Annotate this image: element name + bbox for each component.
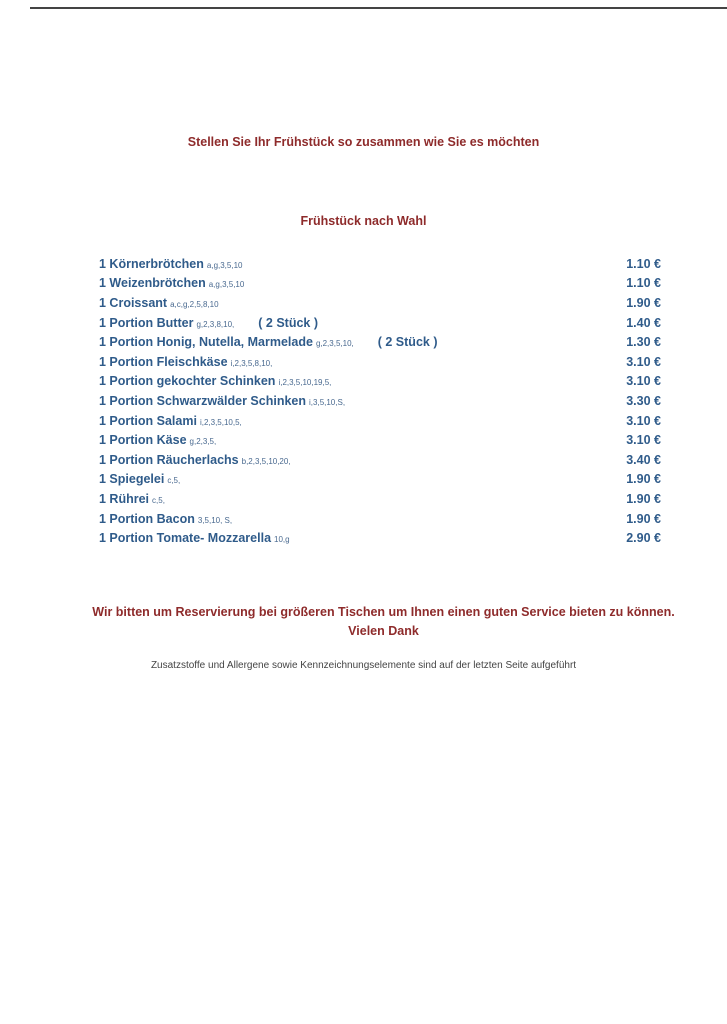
menu-item (99, 470, 661, 490)
item-name: 1 Croissant (99, 295, 168, 310)
item-name: 1 Portion Bacon (99, 511, 195, 526)
item-name: 1 Portion Schwarzwälder Schinken (99, 393, 307, 408)
menu-item (99, 372, 661, 392)
allergen-codes: g,2,3,8,10, (196, 319, 235, 329)
menu-items (99, 254, 661, 548)
item-price: 3.10 € (626, 354, 661, 369)
item-note: ( 2 Stück ) (377, 335, 438, 350)
menu-item (99, 509, 661, 529)
item-left (99, 414, 242, 428)
scan-edge-line (30, 7, 727, 9)
item-price: 2.90 € (626, 531, 661, 546)
item-name: 1 Portion Käse (99, 433, 187, 448)
allergen-codes: a,c,g,2,5,8,10 (170, 299, 219, 309)
menu-item (99, 528, 661, 548)
item-left (99, 453, 291, 467)
item-left (99, 355, 272, 369)
item-price: 1.90 € (626, 295, 661, 310)
item-name: 1 Körnerbrötchen (99, 256, 204, 271)
menu-item (99, 293, 661, 313)
item-price: 3.30 € (626, 393, 661, 408)
menu-item (99, 352, 661, 372)
item-name: 1 Portion Fleischkäse (99, 354, 228, 369)
reservation-note: Wir bitten um Reservierung bei größeren Tischen um Ihnen einen guten Service bieten zu können. (92, 605, 675, 619)
item-left (99, 276, 244, 290)
item-price: 1.30 € (626, 335, 661, 350)
item-price: 1.90 € (626, 511, 661, 526)
item-left (99, 394, 345, 408)
thanks-note: Vielen Dank (348, 624, 419, 638)
allergen-codes: i,2,3,5,8,10, (230, 358, 273, 368)
menu-item (99, 332, 661, 352)
item-price: 1.90 € (626, 472, 661, 487)
allergen-codes: 10,g (274, 535, 290, 545)
item-left (99, 492, 165, 506)
item-name: 1 Portion Räucherlachs (99, 452, 239, 467)
allergen-codes: i,2,3,5,10,19,5, (278, 378, 332, 388)
menu-item (99, 489, 661, 509)
menu-item (99, 254, 661, 274)
allergen-codes: 3,5,10, S, (197, 515, 233, 525)
item-price: 1.10 € (626, 276, 661, 291)
item-price: 3.10 € (626, 413, 661, 428)
item-price: 3.10 € (626, 374, 661, 389)
item-left (99, 531, 290, 545)
menu-item (99, 430, 661, 450)
allergen-codes: b,2,3,5,10,20, (241, 456, 291, 466)
menu-item (99, 450, 661, 470)
allergen-codes: g,2,3,5, (189, 437, 217, 447)
item-name: 1 Portion Butter (99, 315, 194, 330)
allergen-codes: a,g,3,5,10 (206, 260, 243, 270)
item-price: 1.90 € (626, 491, 661, 506)
allergen-codes: c,5, (167, 476, 181, 486)
menu-item (99, 411, 661, 431)
item-name: 1 Spiegelei (99, 472, 165, 487)
item-left (99, 374, 331, 388)
allergen-codes: i,3,5,10,S, (309, 397, 346, 407)
menu-item (99, 313, 661, 333)
allergen-codes: c,5, (152, 495, 165, 505)
item-name: 1 Portion Tomate- Mozzarella (99, 531, 272, 546)
item-price: 3.10 € (626, 433, 661, 448)
item-name: 1 Rührei (99, 491, 150, 506)
item-price: 3.40 € (626, 452, 661, 467)
allergen-codes: i,2,3,5,10,5, (199, 417, 242, 427)
allergen-codes: a,g,3,5,10 (208, 280, 245, 290)
item-left (99, 512, 232, 526)
item-price: 1.10 € (626, 256, 661, 271)
item-name: 1 Portion gekochter Schinken (99, 374, 276, 389)
item-name: 1 Portion Honig, Nutella, Marmelade (99, 335, 313, 350)
allergen-note: Zusatzstoffe und Allergene sowie Kennzeichnungselemente sind auf der letzten Seite aufgeführt (150, 660, 577, 671)
section-title: Frühstück nach Wahl (300, 214, 427, 228)
item-note: ( 2 Stück ) (258, 315, 319, 330)
item-left (99, 472, 180, 486)
item-left (99, 335, 438, 349)
page-title: Stellen Sie Ihr Frühstück so zusammen wie Sie es möchten (187, 135, 540, 149)
item-name: 1 Weizenbrötchen (99, 276, 206, 291)
item-left (99, 257, 242, 271)
item-price: 1.40 € (626, 315, 661, 330)
item-left (99, 316, 318, 330)
menu-item (99, 274, 661, 294)
item-left (99, 296, 219, 310)
item-name: 1 Portion Salami (99, 413, 197, 428)
allergen-codes: g,2,3,5,10, (315, 339, 354, 349)
item-left (99, 433, 216, 447)
menu-item (99, 391, 661, 411)
